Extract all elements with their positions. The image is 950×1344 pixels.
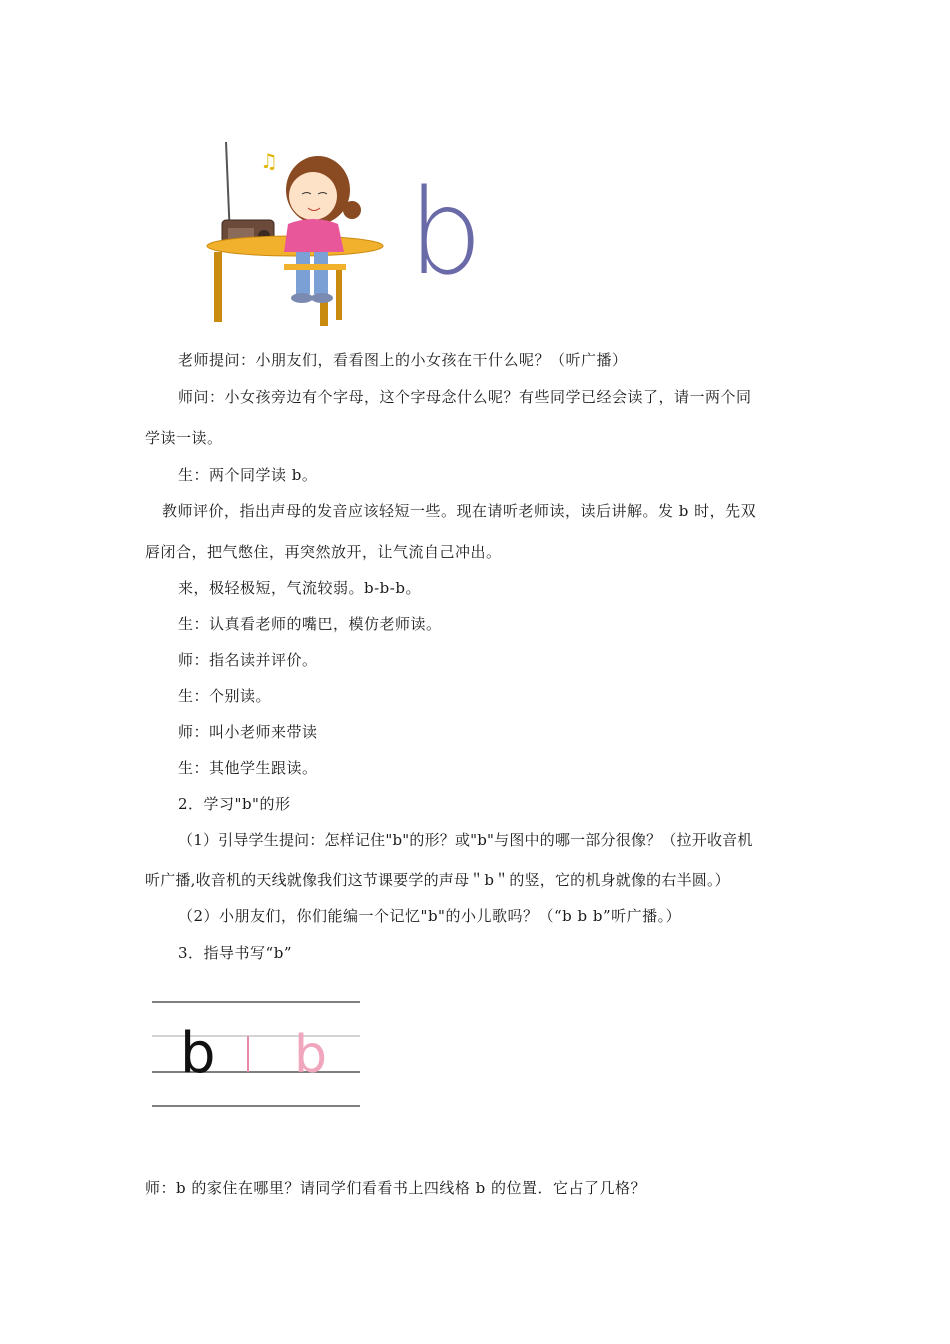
text-line: 生：其他学生跟读。 bbox=[178, 759, 318, 777]
text-line: 听广播,收音机的天线就像我们这节课要学的声母＂b＂的竖，它的机身就像的右半圆。） bbox=[145, 871, 730, 889]
text-line: （1）引导学生提问：怎样记住"b"的形？或"b"与图中的哪一部分很像？（拉开收音机 bbox=[178, 831, 753, 849]
text-line: 教师评价，指出声母的发音应该轻短一些。现在请听老师读，读后讲解。发 b 时，先双 bbox=[162, 502, 757, 520]
grid-letter-pink: b bbox=[294, 1025, 328, 1085]
text-line: 3．指导书写“b” bbox=[178, 944, 292, 962]
text-line: 老师提问：小朋友们，看看图上的小女孩在干什么呢？（听广播） bbox=[178, 351, 628, 369]
illustration-letter: b bbox=[408, 163, 483, 301]
text-line: （2）小朋友们，你们能编一个记忆"b"的小儿歌吗？（“b b b”听广播。） bbox=[178, 907, 682, 925]
text-line: 唇闭合，把气憋住，再突然放开，让气流自己冲出。 bbox=[145, 543, 502, 561]
grid-letter-black: b bbox=[180, 1021, 216, 1086]
text-line: 生：两个同学读 b。 bbox=[178, 466, 318, 484]
svg-text:♫: ♫ bbox=[260, 149, 278, 173]
text-line: 师：指名读并评价。 bbox=[178, 651, 318, 669]
text-line: 来，极轻极短，气流较弱。b-b-b。 bbox=[178, 579, 421, 597]
text-line: 师：叫小老师来带读 bbox=[178, 723, 318, 741]
text-line: 生：认真看老师的嘴巴，模仿老师读。 bbox=[178, 615, 442, 633]
text-line: 学读一读。 bbox=[145, 429, 223, 447]
text-line: 师问：小女孩旁边有个字母，这个字母念什么呢？有些同学已经会读了，请一两个同 bbox=[178, 388, 752, 406]
four-line-grid bbox=[148, 996, 362, 1116]
text-line: 师：b 的家住在哪里？请同学们看看书上四线格 b 的位置．它占了几格？ bbox=[145, 1179, 647, 1197]
text-line: 2．学习"b"的形 bbox=[178, 795, 291, 813]
text-line: 生：个别读。 bbox=[178, 687, 272, 705]
